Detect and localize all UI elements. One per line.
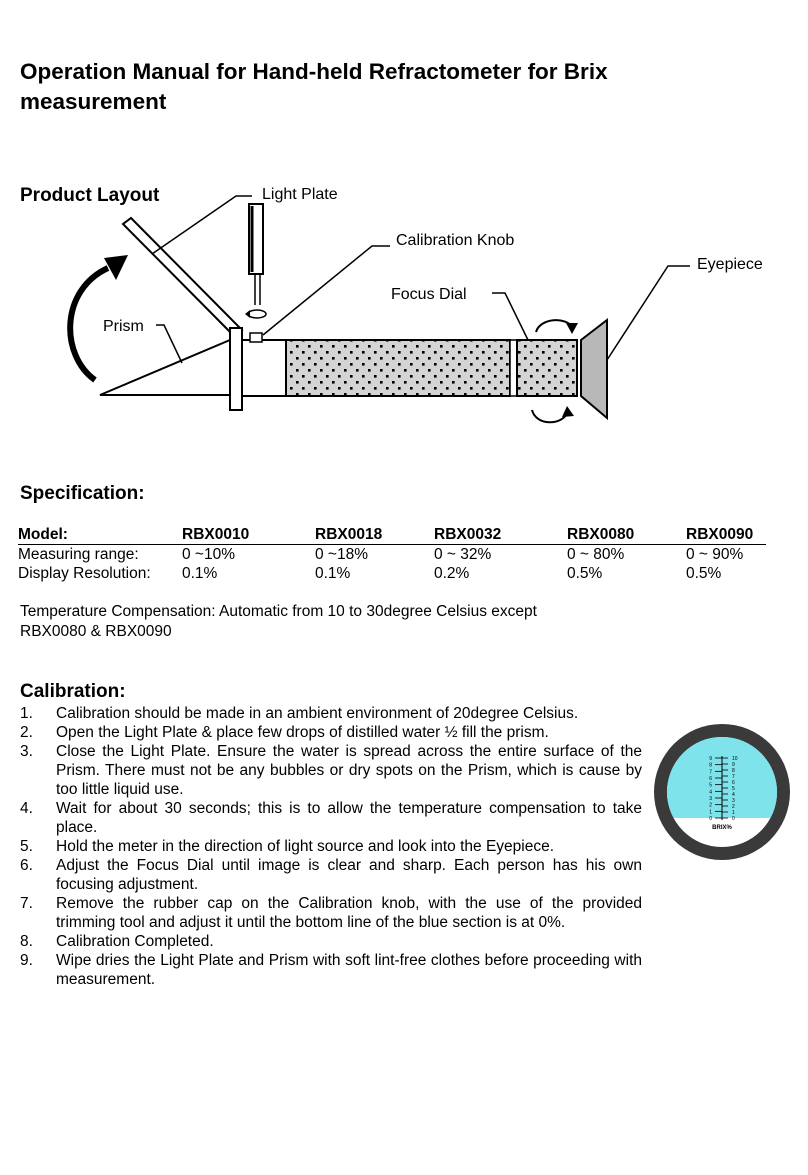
list-item — [20, 704, 642, 723]
label-light-plate: Light Plate — [262, 186, 338, 203]
list-item — [20, 951, 642, 989]
rotate-small-icon — [248, 310, 266, 318]
header-cell: RBX0010 — [182, 525, 315, 545]
step-text: Close the Light Plate. Ensure the water is spread across the entire surface of the Prism. There must not be any bubbles or dry spots on the Prism, which is cause by too little liquid use. — [56, 743, 642, 798]
table-cell: Measuring range: — [18, 546, 139, 563]
scope-scale-left-label: 5 — [709, 782, 712, 789]
table-row — [18, 564, 766, 583]
calibration-steps — [20, 704, 642, 989]
main-tube — [286, 340, 510, 396]
table-cell: 0.1% — [315, 565, 351, 582]
table-cell: 0 ~10% — [182, 546, 236, 563]
product-layout-heading: Product Layout — [20, 185, 160, 206]
specification-table — [18, 525, 766, 583]
temperature-line-2: RBX0080 & RBX0090 — [20, 623, 172, 640]
scope-scale-left-label: 7 — [709, 769, 712, 776]
step-number: 5. — [20, 838, 33, 855]
step-number: 8. — [20, 933, 33, 950]
step-number: 9. — [20, 952, 33, 969]
step-number: 4. — [20, 800, 33, 817]
prism-wedge — [100, 340, 230, 395]
table-cell: 0 ~ 90% — [686, 546, 744, 563]
scope-scale-right-label: 7 — [732, 774, 735, 780]
step-text: Adjust the Focus Dial until image is clear and sharp. Each person has his own focusing adjustment. — [56, 857, 642, 893]
header-cell: RBX0090 — [686, 525, 766, 545]
step-text: Wipe dries the Light Plate and Prism with soft lint-free clothes before proceeding with measurement. — [56, 952, 642, 988]
scope-scale-right-label: 0 — [732, 816, 735, 822]
scope-scale-right-label: 10 — [732, 756, 738, 762]
step-text: Calibration should be made in an ambient environment of 20degree Celsius. — [56, 705, 579, 722]
scope-scale-right-label: 4 — [732, 792, 735, 798]
header-cell: RBX0018 — [315, 525, 434, 545]
scope-scale-left-label: 0 — [709, 816, 712, 822]
scope-scale-left-label: 4 — [709, 789, 712, 796]
label-prism: Prism — [103, 318, 144, 335]
step-number: 3. — [20, 743, 33, 760]
scope-scale-right-label: 1 — [732, 810, 735, 816]
scope-scale-left-label: 1 — [709, 809, 712, 816]
scope-scale-left-label: 6 — [709, 776, 712, 782]
table-row — [18, 545, 766, 565]
scope-view-illustration — [652, 722, 792, 862]
step-number: 7. — [20, 895, 33, 912]
scope-scale-right-label: 9 — [732, 762, 735, 768]
list-item — [20, 894, 642, 932]
table-cell: 0 ~ 80% — [567, 546, 625, 563]
header-cell: Model: — [18, 525, 182, 545]
list-item — [20, 856, 642, 894]
scope-caption: BRIX% — [712, 825, 732, 831]
table-cell: 0.1% — [182, 565, 218, 582]
scope-scale-left-label: 8 — [709, 762, 712, 769]
step-number: 1. — [20, 705, 33, 722]
scope-scale-right-label: 3 — [732, 798, 735, 804]
step-number: 6. — [20, 857, 33, 874]
header-cell: RBX0032 — [434, 525, 567, 545]
list-item — [20, 742, 642, 799]
scope-scale-left-label: 9 — [709, 756, 712, 762]
step-text: Hold the meter in the direction of light source and look into the Eyepiece. — [56, 838, 555, 855]
table-cell: Display Resolution: — [18, 565, 151, 582]
scope-scale-right-label: 6 — [732, 780, 735, 786]
scope-scale-left-label: 3 — [709, 796, 712, 802]
scope-scale-right-label: 5 — [732, 786, 735, 792]
list-item — [20, 799, 642, 837]
document-title: Operation Manual for Hand-held Refractometer for Brix measurement — [20, 59, 608, 114]
label-eyepiece: Eyepiece — [697, 256, 763, 273]
scope-scale-right-label: 8 — [732, 768, 735, 774]
step-text: Remove the rubber cap on the Calibration knob, with the use of the provided trimming tool and adjust it until the bottom line of the blue section is at 0%. — [56, 895, 642, 931]
calibration-heading: Calibration: — [20, 681, 126, 702]
temperature-line-1: Temperature Compensation: Automatic from 10 to 30degree Celsius except — [20, 603, 537, 620]
table-cell: 0.2% — [434, 565, 470, 582]
scope-scale-right-label: 2 — [732, 804, 735, 810]
table-cell: 0 ~ 32% — [434, 546, 492, 563]
eyepiece — [581, 320, 607, 418]
header-cell: RBX0080 — [567, 525, 686, 545]
step-text: Wait for about 30 seconds; this is to allow the temperature compensation to take place. — [56, 800, 642, 836]
refractometer-diagram — [0, 180, 808, 430]
step-text: Open the Light Plate & place few drops of distilled water ½ fill the prism. — [56, 724, 549, 741]
list-item — [20, 723, 642, 742]
step-number: 2. — [20, 724, 33, 741]
table-cell: 0.5% — [567, 565, 603, 582]
step-text: Calibration Completed. — [56, 933, 214, 950]
list-item — [20, 837, 642, 856]
scope-scale-left-label: 2 — [709, 802, 712, 809]
label-calibration-knob: Calibration Knob — [396, 232, 515, 249]
table-cell: 0.5% — [686, 565, 722, 582]
table-cell: 0 ~18% — [315, 546, 369, 563]
specification-heading: Specification: — [20, 483, 145, 504]
temperature-compensation — [20, 602, 620, 642]
focus-rotate-top-icon — [536, 320, 573, 332]
label-focus-dial: Focus Dial — [391, 286, 467, 303]
list-item — [20, 932, 642, 951]
calibration-knob — [250, 333, 262, 342]
focus-dial — [517, 340, 577, 396]
table-header-row — [18, 525, 766, 545]
